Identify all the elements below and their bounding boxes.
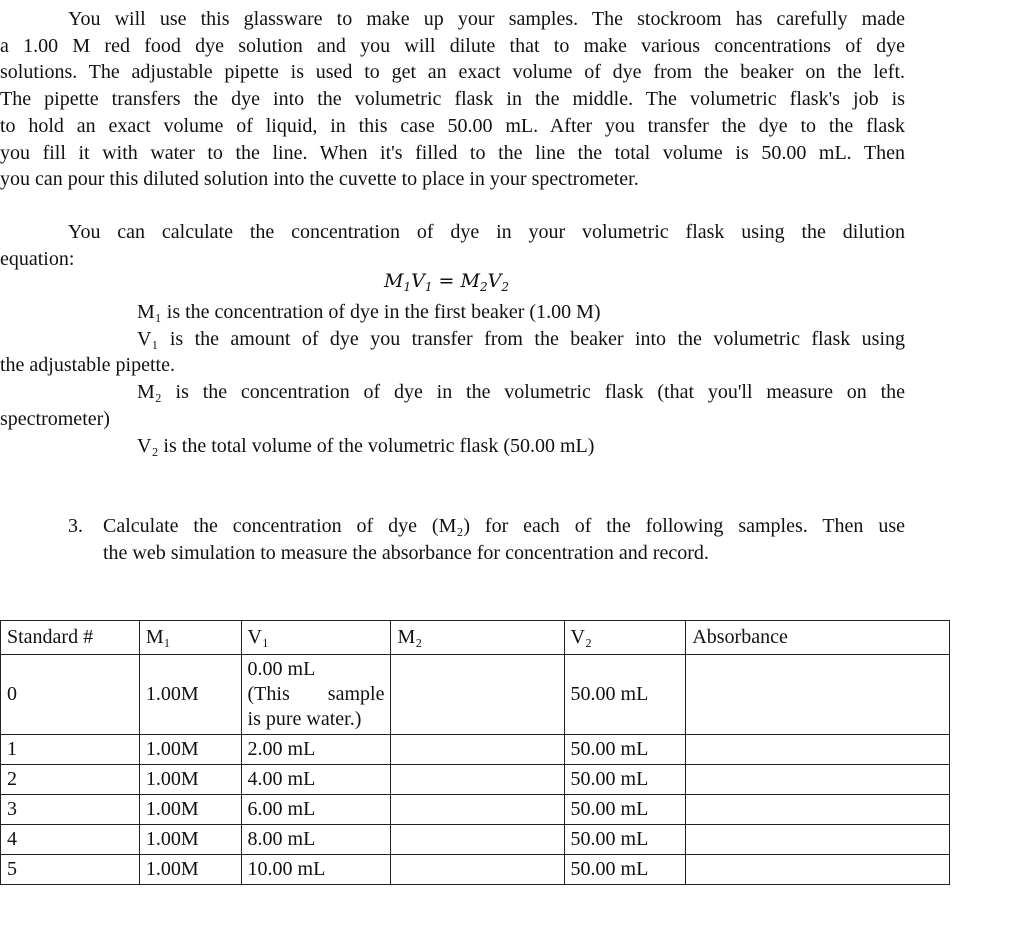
table-row bbox=[1, 765, 950, 795]
equation-v1: V bbox=[411, 270, 425, 292]
cell-standard: 5 bbox=[1, 855, 140, 885]
cell-v1-note: (This sample bbox=[247, 683, 385, 705]
cell-absorbance[interactable] bbox=[686, 855, 950, 885]
definition-v1: V₁ is the amount of dye you transfer from the beaker into the volumetric flask using bbox=[137, 327, 905, 350]
header-absorbance: Absorbance bbox=[686, 621, 950, 655]
equation-sub: 1 bbox=[424, 280, 433, 294]
intro-line: You will use this glassware to make up your samples. The stockroom has carefully made bbox=[68, 8, 905, 30]
cell-v2: 50.00 mL bbox=[564, 655, 686, 735]
cell-absorbance[interactable] bbox=[686, 765, 950, 795]
header-v2: V₂ bbox=[564, 621, 686, 655]
dilution-line: equation: bbox=[0, 247, 75, 270]
cell-m1: 1.00M bbox=[139, 855, 241, 885]
table-row bbox=[1, 855, 950, 885]
equation-sub: 1 bbox=[403, 280, 412, 294]
cell-absorbance[interactable] bbox=[686, 825, 950, 855]
cell-v2: 50.00 mL bbox=[564, 765, 686, 795]
cell-m2[interactable] bbox=[391, 735, 564, 765]
intro-line: The pipette transfers the dye into the volumetric flask in the middle. The volumetric flask's job is bbox=[0, 88, 905, 111]
equation-sub: 2 bbox=[479, 280, 488, 294]
definition-v1-cont: the adjustable pipette. bbox=[0, 354, 175, 377]
cell-absorbance[interactable] bbox=[686, 795, 950, 825]
cell-standard: 2 bbox=[1, 765, 140, 795]
cell-v2: 50.00 mL bbox=[564, 735, 686, 765]
intro-line: to hold an exact volume of liquid, in this case 50.00 mL. After you transfer the dye to the flask bbox=[0, 114, 905, 137]
cell-standard: 3 bbox=[1, 795, 140, 825]
cell-m1: 1.00M bbox=[139, 655, 241, 735]
cell-m2[interactable] bbox=[391, 825, 564, 855]
cell-v1: 10.00 mL bbox=[241, 855, 391, 885]
cell-v1-note: is pure water.) bbox=[247, 708, 362, 730]
equation-v2: V bbox=[487, 270, 502, 292]
table-row bbox=[1, 655, 950, 735]
cell-v2: 50.00 mL bbox=[564, 855, 686, 885]
intro-paragraph bbox=[0, 6, 905, 193]
cell-m1: 1.00M bbox=[139, 735, 241, 765]
cell-m1: 1.00M bbox=[139, 765, 241, 795]
cell-standard: 0 bbox=[1, 655, 140, 735]
definition-m2: M₂ is the concentration of dye in the volumetric flask (that you'll measure on the bbox=[137, 381, 905, 404]
cell-standard: 4 bbox=[1, 825, 140, 855]
header-standard: Standard # bbox=[1, 621, 140, 655]
cell-v1 bbox=[241, 655, 391, 735]
intro-line: a 1.00 M red food dye solution and you will dilute that to make various concentrations of dye bbox=[0, 34, 905, 57]
dilution-equation bbox=[384, 270, 509, 294]
cell-m1: 1.00M bbox=[139, 795, 241, 825]
cell-m2[interactable] bbox=[391, 765, 564, 795]
equation-m1: M bbox=[384, 270, 404, 292]
table-row bbox=[1, 735, 950, 765]
cell-m2[interactable] bbox=[391, 795, 564, 825]
table-row bbox=[1, 825, 950, 855]
definition-m2-cont: spectrometer) bbox=[0, 407, 110, 430]
header-v1: V₁ bbox=[241, 621, 391, 655]
question-line: Calculate the concentration of dye (M₂) for each of the following samples. Then use bbox=[103, 515, 905, 537]
standards-table bbox=[0, 620, 950, 885]
cell-v2: 50.00 mL bbox=[564, 825, 686, 855]
question-number: 3. bbox=[68, 515, 83, 537]
cell-v2: 50.00 mL bbox=[564, 795, 686, 825]
cell-m1: 1.00M bbox=[139, 825, 241, 855]
cell-v1-value: 0.00 mL bbox=[247, 658, 316, 680]
dilution-paragraph bbox=[0, 219, 905, 272]
header-m1: M₁ bbox=[139, 621, 241, 655]
cell-v1: 2.00 mL bbox=[241, 735, 391, 765]
cell-m2[interactable] bbox=[391, 655, 564, 735]
header-m2: M₂ bbox=[391, 621, 564, 655]
dilution-line: You can calculate the concentration of dye in your volumetric flask using the dilution bbox=[68, 221, 905, 243]
definition-m1: M₁ is the concentration of dye in the first beaker (1.00 M) bbox=[137, 301, 601, 323]
cell-m2[interactable] bbox=[391, 855, 564, 885]
intro-line: solutions. The adjustable pipette is used to get an exact volume of dye from the beaker on the left. bbox=[0, 61, 905, 84]
definition-v2: V₂ is the total volume of the volumetric flask (50.00 mL) bbox=[137, 434, 595, 457]
cell-v1: 8.00 mL bbox=[241, 825, 391, 855]
cell-absorbance[interactable] bbox=[686, 735, 950, 765]
cell-absorbance[interactable] bbox=[686, 655, 950, 735]
cell-v1: 4.00 mL bbox=[241, 765, 391, 795]
equation-m2: M bbox=[460, 270, 480, 292]
question-line: the web simulation to measure the absorbance for concentration and record. bbox=[103, 541, 709, 564]
cell-standard: 1 bbox=[1, 735, 140, 765]
table-header-row bbox=[1, 621, 950, 655]
intro-line: you can pour this diluted solution into the cuvette to place in your spectrometer. bbox=[0, 168, 639, 191]
variable-definitions bbox=[0, 299, 905, 459]
intro-line: you fill it with water to the line. When it's filled to the line the total volume is 50.00 mL. Then bbox=[0, 141, 905, 164]
table-row bbox=[1, 795, 950, 825]
equation-sub: 2 bbox=[501, 280, 509, 294]
cell-v1: 6.00 mL bbox=[241, 795, 391, 825]
equation-equals: = bbox=[432, 270, 461, 292]
